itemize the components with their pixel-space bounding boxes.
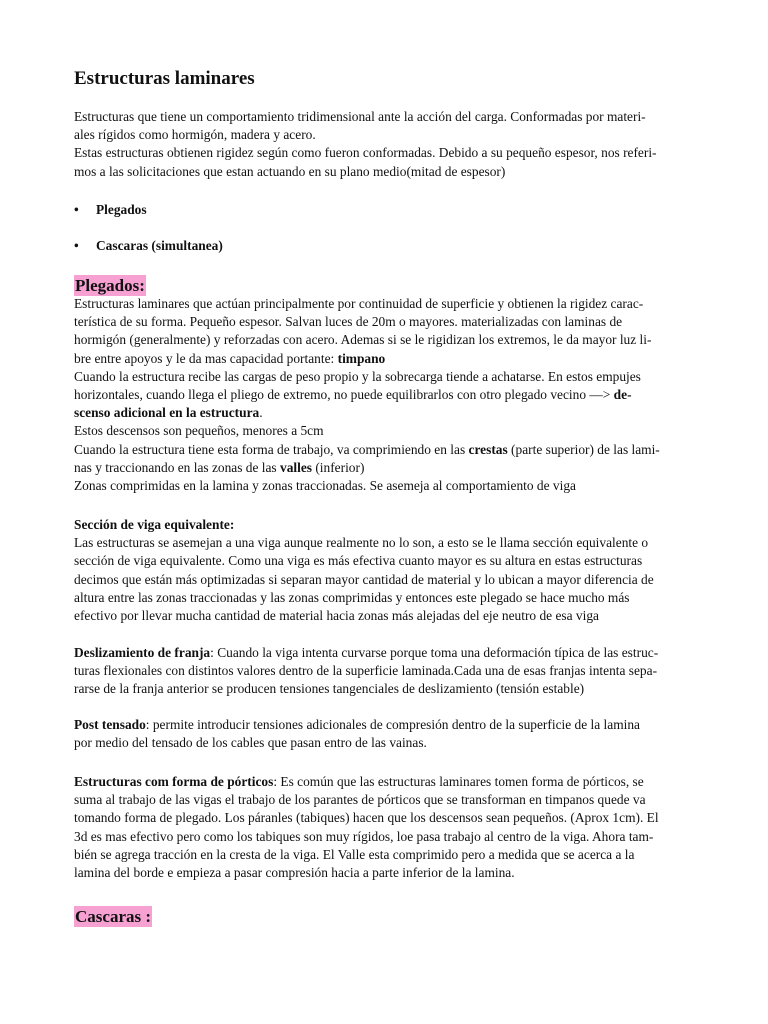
bullet-label: Cascaras (simultanea) xyxy=(96,238,223,253)
text-line: turas flexionales con distintos valores dentro de la superficie laminada.Cada una de esas franjas intenta sepa- xyxy=(74,663,658,679)
bold-term: valles xyxy=(280,459,312,475)
highlighted-heading: Cascaras : xyxy=(75,907,152,926)
bullet-icon: • xyxy=(74,238,79,253)
text-run: nas y traccionando en las zonas de las xyxy=(74,459,280,475)
text-line: Estos descensos son pequeños, menores a 5cm xyxy=(74,423,324,439)
text-run: . xyxy=(259,405,263,421)
text-line: tomando forma de plegado. Los páranles (tabiques) hacen que los descensos sean pequeños. (Aprox 1cm). El xyxy=(74,810,659,826)
text-line: sección de viga equivalente. Como una viga es más efectiva cuanto mayor es su altura en estas estructuras xyxy=(74,553,643,569)
bold-term: timpano xyxy=(337,350,386,366)
text-line xyxy=(74,459,694,477)
text-line: suma al trabajo de las vigas el trabajo de los parantes de pórticos que se transforman en timpanos quede va xyxy=(74,792,646,808)
intro-line: Estructuras que tiene un comportamiento tridimensional ante la acción del carga. Conformadas por materi- xyxy=(74,109,646,124)
porticos-paragraph xyxy=(74,773,694,882)
bullet-item xyxy=(74,238,694,254)
plegados-paragraph xyxy=(74,295,694,495)
text-line xyxy=(74,386,694,404)
post-tensado-paragraph xyxy=(74,716,694,752)
text-line: lamina del borde e empieza a pasar compresión hacia a parte inferior de la lamina. xyxy=(74,865,515,881)
bold-term: scenso adicional en la estructura xyxy=(74,405,260,421)
section-heading-plegados xyxy=(74,275,694,296)
bullet-icon: • xyxy=(74,202,79,217)
text-run: bre entre apoyos y le da mas capacidad portante: xyxy=(74,350,338,366)
text-line xyxy=(74,441,694,459)
highlighted-heading: Plegados: xyxy=(75,276,145,295)
text-line xyxy=(74,644,694,662)
seccion-paragraph xyxy=(74,516,694,625)
bold-term: Post tensado xyxy=(74,717,146,732)
text-line xyxy=(74,350,694,368)
text-line: 3d es mas efectivo pero como los tabiques son muy rígidos, loe pasa trabajo al centro de la viga. Ahora tam- xyxy=(74,828,654,844)
section-heading-cascaras xyxy=(74,906,694,927)
text-run: (parte superior) de las lami- xyxy=(507,441,660,457)
text-run: (inferior) xyxy=(312,459,365,475)
bold-term: Estructuras com forma de pórticos xyxy=(74,774,274,789)
text-line: por medio del tensado de los cables que pasan entro de las vainas. xyxy=(74,735,427,751)
text-line: decimos que están más optimizadas si separan mayor cantidad de material y lo ubican a mayor diferencia de xyxy=(74,571,654,587)
text-line: bién se agrega tracción en la cresta de la viga. El Valle esta comprimido pero a medida que se acerca a la xyxy=(74,846,635,862)
deslizamiento-paragraph xyxy=(74,644,694,699)
intro-line: Estas estructuras obtienen rigidez según como fueron conformadas. Debido a su pequeño espesor, nos referi- xyxy=(74,145,657,161)
text-line xyxy=(74,773,694,791)
text-run: : Es común que las estructuras laminares tomen forma de pórticos, se xyxy=(273,774,644,789)
bullet-item xyxy=(74,202,694,218)
bold-term: de- xyxy=(613,387,632,403)
intro-line: ales rígidos como hormigón, madera y acero. xyxy=(74,127,316,143)
text-line: Estructuras laminares que actúan principalmente por continuidad de superficie y obtienen la rigidez carac- xyxy=(74,296,644,311)
text-line: hormigón (generalmente) y reforzadas con acero. Ademas si se le rigidizan los extremos, le da mayor luz li- xyxy=(74,332,652,348)
subheading-seccion: Sección de viga equivalente: xyxy=(74,517,235,532)
bullet-label: Plegados xyxy=(96,202,147,217)
bold-term: Deslizamiento de franja xyxy=(74,645,211,660)
text-run: : permite introducir tensiones adicionales de compresión dentro de la superficie de la lamina xyxy=(145,717,640,732)
text-run: : Cuando la viga intenta curvarse porque toma una deformación típica de las estruc- xyxy=(210,645,659,660)
text-line xyxy=(74,716,694,734)
text-line: Cuando la estructura recibe las cargas de peso propio y la sobrecarga tiende a achatarse. En estos empujes xyxy=(74,368,641,384)
text-line: terística de su forma. Pequeño espesor. Salvan luces de 20m o mayores. materializadas con laminas de xyxy=(74,314,623,330)
document-title: Estructuras laminares xyxy=(74,68,255,89)
text-line: efectivo por llevar mucha cantidad de material hacia zonas más alejadas del eje neutro de esa viga xyxy=(74,608,599,624)
text-line: rarse de la franja anterior se producen tensiones tangenciales de deslizamiento (tensión estable) xyxy=(74,681,585,697)
text-line: altura entre las zonas traccionadas y las zonas comprimidas y entonces este plegado se hace mucho más xyxy=(74,589,630,605)
intro-line: mos a las solicitaciones que estan actuando en su plano medio(mitad de espesor) xyxy=(74,163,506,179)
intro-paragraph xyxy=(74,108,694,181)
text-run: horizontales, cuando llega el pliego de extremo, no puede equilibrarlos con otro plegado vecino —> xyxy=(74,387,614,403)
bold-term: crestas xyxy=(468,441,508,457)
text-line: Las estructuras se asemejan a una viga aunque realmente no lo son, a esto se le llama sección equivalente o xyxy=(74,535,649,551)
text-line: Zonas comprimidas en la lamina y zonas traccionadas. Se asemeja al comportamiento de viga xyxy=(74,478,576,494)
text-line xyxy=(74,404,694,422)
text-run: Cuando la estructura tiene esta forma de trabajo, va comprimiendo en las xyxy=(74,441,469,457)
